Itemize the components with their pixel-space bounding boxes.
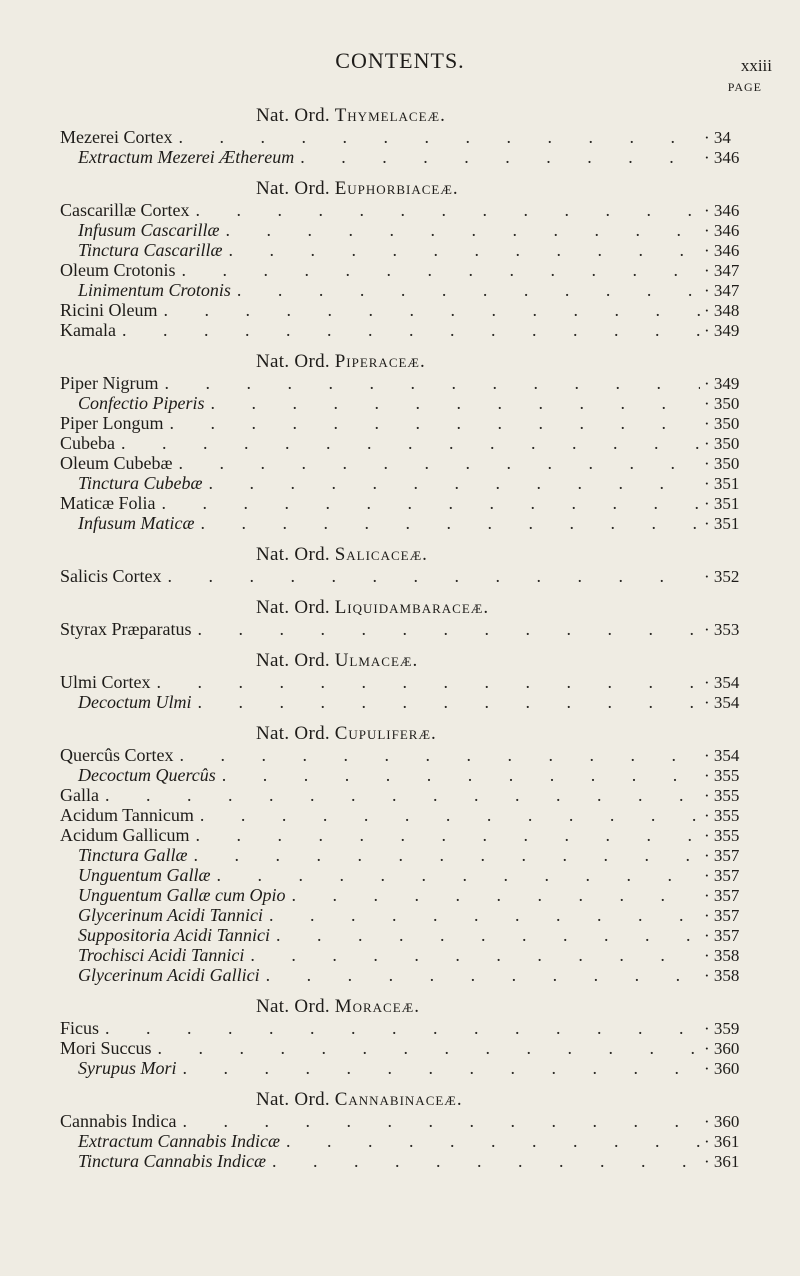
entry-name: Cannabis Indica bbox=[60, 1111, 177, 1131]
entry-page: · 357 bbox=[704, 886, 760, 906]
dot-leader bbox=[200, 805, 700, 825]
entry-page: · 348 bbox=[704, 301, 760, 321]
contents-entry bbox=[60, 433, 760, 453]
order-section bbox=[60, 544, 760, 586]
dot-leader bbox=[182, 260, 701, 280]
order-family: Euphorbiaceæ. bbox=[334, 178, 459, 199]
order-family: Moraceæ. bbox=[334, 996, 420, 1017]
dot-leader bbox=[300, 147, 700, 167]
dot-leader bbox=[170, 413, 701, 433]
dot-leader bbox=[164, 300, 701, 320]
entry-page: · 347 bbox=[704, 261, 760, 281]
contents-entry bbox=[60, 745, 760, 765]
entry-name: Ficus bbox=[60, 1018, 100, 1038]
order-heading bbox=[60, 597, 760, 619]
contents-entry bbox=[60, 513, 760, 533]
entry-page: · 346 bbox=[704, 148, 760, 168]
order-family: Piperaceæ. bbox=[334, 351, 426, 372]
entry-name: Infusum Maticæ bbox=[78, 513, 195, 533]
contents-entry bbox=[60, 1058, 760, 1078]
entry-page: · 346 bbox=[704, 241, 760, 261]
entry-page: · 350 bbox=[704, 394, 760, 414]
dot-leader bbox=[197, 692, 700, 712]
entry-page: · 355 bbox=[704, 806, 760, 826]
contents-entry bbox=[60, 413, 760, 433]
entry-page: · 349 bbox=[704, 321, 760, 341]
dot-leader bbox=[286, 1131, 700, 1151]
contents-entry bbox=[60, 845, 760, 865]
entry-page: · 352 bbox=[704, 567, 760, 587]
contents-entry bbox=[60, 672, 760, 692]
entry-page: · 349 bbox=[704, 374, 760, 394]
order-section bbox=[60, 351, 760, 533]
dot-leader bbox=[272, 1151, 700, 1171]
dot-leader bbox=[183, 1058, 701, 1078]
contents-entry bbox=[60, 260, 760, 280]
contents-entry bbox=[60, 1151, 760, 1171]
entry-page: · 358 bbox=[704, 966, 760, 986]
dot-leader bbox=[182, 1111, 700, 1131]
order-label: Nat. Ord. bbox=[256, 650, 330, 671]
entry-page: · 351 bbox=[704, 474, 760, 494]
entry-name: Cubeba bbox=[60, 433, 115, 453]
contents-entry bbox=[60, 765, 760, 785]
dot-leader bbox=[266, 965, 700, 985]
contents-entry bbox=[60, 965, 760, 985]
contents-entry bbox=[60, 1018, 760, 1038]
entry-page: · 354 bbox=[704, 746, 760, 766]
order-label: Nat. Ord. bbox=[256, 178, 330, 199]
entry-name: Infusum Cascarillæ bbox=[78, 220, 220, 240]
dot-leader bbox=[201, 513, 701, 533]
dot-leader bbox=[121, 433, 700, 453]
entry-name: Extractum Mezerei Ætherеum bbox=[78, 147, 295, 167]
entry-name: Oleum Cubebæ bbox=[60, 453, 173, 473]
entry-name: Extractum Cannabis Indicæ bbox=[78, 1131, 280, 1151]
dot-leader bbox=[194, 845, 700, 865]
contents-entry bbox=[60, 493, 760, 513]
order-heading bbox=[60, 105, 760, 127]
entry-page: · 360 bbox=[704, 1059, 760, 1079]
order-label: Nat. Ord. bbox=[256, 723, 330, 744]
entry-page: · 346 bbox=[704, 201, 760, 221]
entry-page: · 360 bbox=[704, 1112, 760, 1132]
entry-name: Tinctura Cannabis Indicæ bbox=[78, 1151, 267, 1171]
dot-leader bbox=[197, 619, 700, 639]
entry-page: · 357 bbox=[704, 846, 760, 866]
entry-name: Glycerinum Acidi Tannici bbox=[78, 905, 263, 925]
order-heading bbox=[60, 996, 760, 1018]
entry-page: · 346 bbox=[704, 221, 760, 241]
entry-name: Ulmi Cortex bbox=[60, 672, 151, 692]
entry-name: Mori Succus bbox=[60, 1038, 152, 1058]
contents-entry bbox=[60, 147, 760, 167]
entry-page: · 355 bbox=[704, 786, 760, 806]
contents-entry bbox=[60, 1131, 760, 1151]
entry-page: · 353 bbox=[704, 620, 760, 640]
order-label: Nat. Ord. bbox=[256, 544, 330, 565]
dot-leader bbox=[195, 825, 700, 845]
entry-name: Styrax Præparatus bbox=[60, 619, 192, 639]
entry-page: · 354 bbox=[704, 693, 760, 713]
page-column-label: PAGE bbox=[727, 80, 762, 94]
dot-leader bbox=[162, 493, 701, 513]
contents-entry bbox=[60, 805, 760, 825]
contents-list bbox=[60, 105, 760, 1182]
order-family: Cupuliferæ. bbox=[334, 723, 437, 744]
dot-leader bbox=[122, 320, 700, 340]
entry-name: Tinctura Cascarillæ bbox=[78, 240, 223, 260]
contents-entry bbox=[60, 865, 760, 885]
contents-entry bbox=[60, 127, 760, 147]
dot-leader bbox=[179, 745, 700, 765]
order-section bbox=[60, 723, 760, 985]
contents-entry bbox=[60, 1038, 760, 1058]
dot-leader bbox=[229, 240, 700, 260]
entry-name: Tinctura Cubebæ bbox=[78, 473, 203, 493]
order-heading bbox=[60, 650, 760, 672]
entry-name: Mezerei Cortex bbox=[60, 127, 173, 147]
entry-page: · 355 bbox=[704, 826, 760, 846]
dot-leader bbox=[178, 127, 700, 147]
contents-entry bbox=[60, 925, 760, 945]
contents-entry bbox=[60, 825, 760, 845]
order-family: Cannabinaceæ. bbox=[334, 1089, 463, 1110]
contents-entry bbox=[60, 240, 760, 260]
dot-leader bbox=[165, 373, 701, 393]
page-title: CONTENTS. bbox=[335, 48, 465, 73]
contents-entry bbox=[60, 905, 760, 925]
entry-page: · 355 bbox=[704, 766, 760, 786]
page-number: xxiii bbox=[740, 56, 772, 75]
dot-leader bbox=[157, 672, 701, 692]
order-section bbox=[60, 178, 760, 340]
dot-leader bbox=[105, 785, 700, 805]
entry-page: · 351 bbox=[704, 494, 760, 514]
entry-page: · 354 bbox=[704, 673, 760, 693]
entry-name: Piper Longum bbox=[60, 413, 164, 433]
dot-leader bbox=[291, 885, 700, 905]
entry-name: Acidum Gallicum bbox=[60, 825, 190, 845]
entry-name: Acidum Tannicum bbox=[60, 805, 194, 825]
dot-leader bbox=[105, 1018, 700, 1038]
entry-name: Confectio Piperis bbox=[78, 393, 205, 413]
contents-entry bbox=[60, 300, 760, 320]
entry-page: · 357 bbox=[704, 926, 760, 946]
order-heading bbox=[60, 178, 760, 200]
contents-entry bbox=[60, 785, 760, 805]
dot-leader bbox=[209, 473, 700, 493]
entry-name: Decoctum Quercûs bbox=[78, 765, 216, 785]
contents-entry bbox=[60, 1111, 760, 1131]
order-label: Nat. Ord. bbox=[256, 1089, 330, 1110]
entry-name: Linimentum Crotonis bbox=[78, 280, 231, 300]
entry-page: · 361 bbox=[704, 1132, 760, 1152]
dot-leader bbox=[269, 905, 700, 925]
entry-page: · 357 bbox=[704, 906, 760, 926]
entry-page: · 360 bbox=[704, 1039, 760, 1059]
dot-leader bbox=[158, 1038, 701, 1058]
contents-entry bbox=[60, 373, 760, 393]
entry-page: · 357 bbox=[704, 866, 760, 886]
entry-name: Ricini Oleum bbox=[60, 300, 158, 320]
order-heading bbox=[60, 351, 760, 373]
contents-entry bbox=[60, 566, 760, 586]
entry-name: Unguentum Gallæ cum Opio bbox=[78, 885, 286, 905]
contents-entry bbox=[60, 280, 760, 300]
order-section bbox=[60, 650, 760, 712]
dot-leader bbox=[276, 925, 700, 945]
order-label: Nat. Ord. bbox=[256, 105, 330, 126]
entry-name: Quercûs Cortex bbox=[60, 745, 174, 765]
contents-entry bbox=[60, 453, 760, 473]
entry-name: Suppositoria Acidi Tannici bbox=[78, 925, 271, 945]
order-heading bbox=[60, 1089, 760, 1111]
dot-leader bbox=[195, 200, 700, 220]
order-section bbox=[60, 996, 760, 1078]
contents-entry bbox=[60, 945, 760, 965]
entry-page: · 347 bbox=[704, 281, 760, 301]
order-section bbox=[60, 1089, 760, 1171]
entry-name: Piper Nigrum bbox=[60, 373, 159, 393]
entry-name: Salicis Cortex bbox=[60, 566, 162, 586]
entry-page: · 350 bbox=[704, 434, 760, 454]
contents-entry bbox=[60, 200, 760, 220]
contents-entry bbox=[60, 885, 760, 905]
dot-leader bbox=[217, 865, 701, 885]
order-label: Nat. Ord. bbox=[256, 351, 330, 372]
dot-leader bbox=[168, 566, 701, 586]
order-heading bbox=[60, 544, 760, 566]
running-head bbox=[0, 20, 800, 75]
order-label: Nat. Ord. bbox=[256, 597, 330, 618]
contents-entry bbox=[60, 220, 760, 240]
order-family: Ulmaceæ. bbox=[334, 650, 419, 671]
entry-name: Galla bbox=[60, 785, 99, 805]
order-family: Salicaceæ. bbox=[334, 544, 428, 565]
entry-page: · 34 bbox=[704, 128, 760, 148]
contents-entry bbox=[60, 393, 760, 413]
entry-name: Tinctura Gallæ bbox=[78, 845, 188, 865]
dot-leader bbox=[222, 765, 700, 785]
entry-name: Glycerinum Acidi Gallici bbox=[78, 965, 260, 985]
order-family: Thymelaceæ. bbox=[334, 105, 446, 126]
order-section bbox=[60, 105, 760, 167]
contents-entry bbox=[60, 320, 760, 340]
order-heading bbox=[60, 723, 760, 745]
entry-name: Decoctum Ulmi bbox=[78, 692, 192, 712]
entry-name: Kamala bbox=[60, 320, 116, 340]
entry-page: · 351 bbox=[704, 514, 760, 534]
dot-leader bbox=[179, 453, 701, 473]
contents-entry bbox=[60, 692, 760, 712]
order-section bbox=[60, 597, 760, 639]
entry-name: Trochisci Acidi Tannici bbox=[78, 945, 245, 965]
entry-page: · 350 bbox=[704, 414, 760, 434]
contents-entry bbox=[60, 473, 760, 493]
entry-name: Syrupus Mori bbox=[78, 1058, 177, 1078]
dot-leader bbox=[226, 220, 700, 240]
entry-page: · 350 bbox=[704, 454, 760, 474]
entry-page: · 361 bbox=[704, 1152, 760, 1172]
order-label: Nat. Ord. bbox=[256, 996, 330, 1017]
entry-name: Oleum Crotonis bbox=[60, 260, 176, 280]
dot-leader bbox=[237, 280, 700, 300]
dot-leader bbox=[250, 945, 700, 965]
contents-entry bbox=[60, 619, 760, 639]
entry-page: · 358 bbox=[704, 946, 760, 966]
dot-leader bbox=[210, 393, 700, 413]
entry-name: Maticæ Folia bbox=[60, 493, 156, 513]
entry-page: · 359 bbox=[704, 1019, 760, 1039]
entry-name: Cascarillæ Cortex bbox=[60, 200, 190, 220]
order-family: Liquidambaraceæ. bbox=[334, 597, 490, 618]
entry-name: Unguentum Gallæ bbox=[78, 865, 211, 885]
